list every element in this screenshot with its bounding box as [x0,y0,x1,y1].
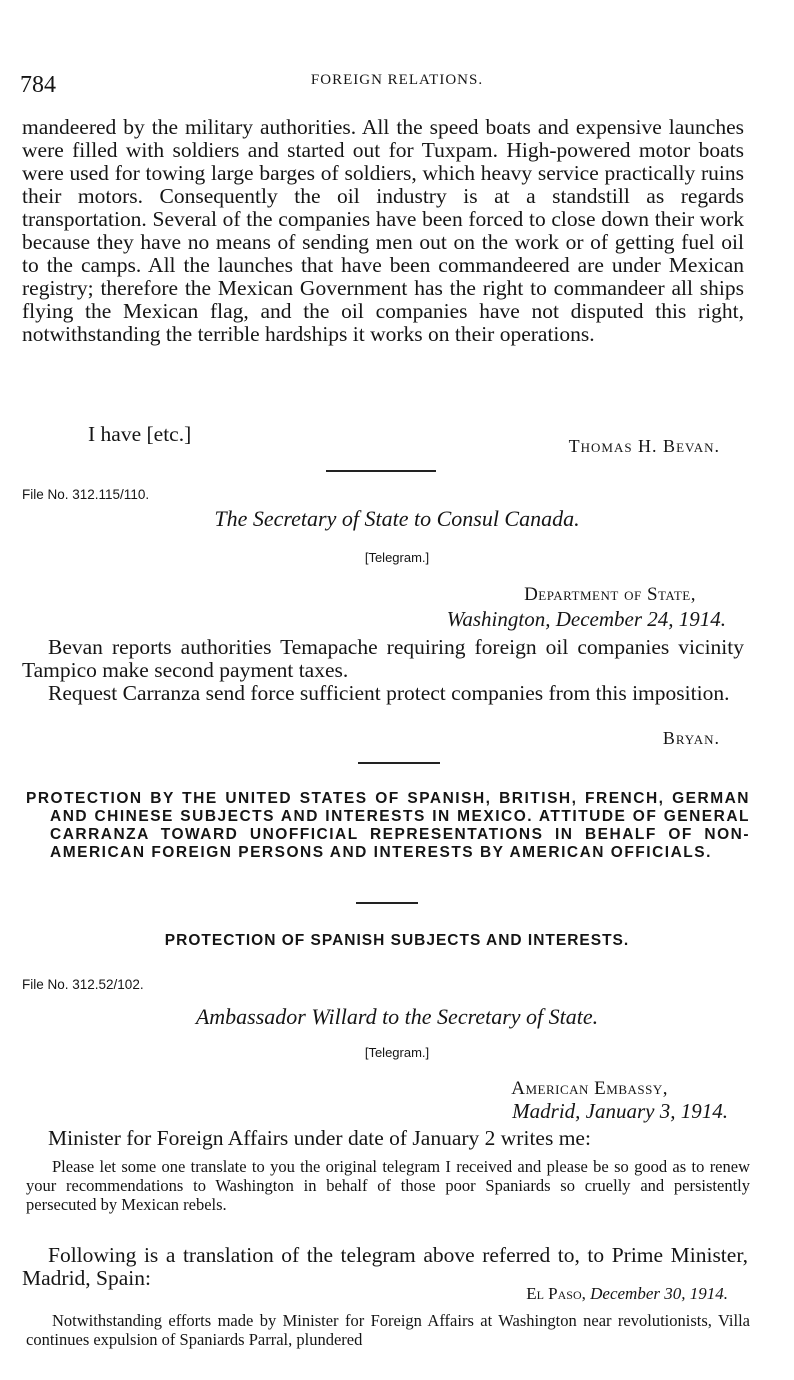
dateline-place: Department of State, [524,584,696,605]
letter-closing: I have [etc.] [88,422,192,446]
inner-dateline-place: El Paso, [526,1284,586,1303]
telegram-paragraph: Minister for Foreign Affairs under date of January 2 writes me: [48,1126,591,1150]
letter-paragraph: mandeered by the military authorities. All the speed boats and expensive launches were filled with soldiers and started out for Tuxpam. High-powered motor boats were used for towing large barges of soldiers, which heavy service practically ruins their motors. Consequently the oil industry is at a standstill as regards transportation. Several of the companies have been forced to close down their work because they have no means of sending men out on the work or of getting fuel oil to the camps. All the launches that have been commandeered are under Mexican registry; therefore the Mexican Government has the right to commandeer all ships flying the Mexican flag, and the oil companies have not disputed this right, notwithstanding the terrible hardships it works on their operations. [22,115,744,346]
dateline-place: American Embassy, [511,1078,668,1099]
dateline-date: Washington, December 24, 1914. [446,607,726,631]
dateline-date: Madrid, January 3, 1914. [512,1099,728,1123]
telegram-tag: [Telegram.] [364,1045,430,1060]
section-heading: PROTECTION BY THE UNITED STATES OF SPANISH, BRITISH, FRENCH, GERMAN AND CHINESE SUBJECTS AND INTERESTS IN MEXICO. ATTITUDE OF GENERAL CARRANZA TOWARD UNOFFICIAL REPRESENTATIONS IN BEHALF OF NON-AMERICAN FOREIGN PERSONS AND INTERESTS BY AMERICAN OFFICIALS. [26,790,750,861]
quoted-letter: Please let some one translate to you the original telegram I received and please be so good as to renew your recommendations to Washington in behalf of those poor Spaniards so cruelly and persistently persecuted by Mexican rebels. [26,1157,750,1214]
quoted-telegram: Notwithstanding efforts made by Minister for Foreign Affairs at Washington near revolutionists, Villa continues expulsion of Spaniards Parral, plundered [26,1311,750,1349]
telegram-tag: [Telegram.] [364,550,430,565]
divider-rule [326,470,436,472]
subsection-heading: PROTECTION OF SPANISH SUBJECTS AND INTERESTS. [164,932,630,949]
letter-signature: Thomas H. Bevan. [568,436,720,456]
page-number: 784 [20,72,56,98]
inner-dateline-date: December 30, 1914. [590,1284,728,1303]
telegram-paragraph: Following is a translation of the telegram above referred to, to Prime Minister, Madrid, Spain: [22,1243,748,1290]
document-title: Ambassador Willard to the Secretary of State. [195,1004,599,1029]
inner-dateline [526,1284,728,1304]
running-head: FOREIGN RELATIONS. [310,72,484,88]
document-title: The Secretary of State to Consul Canada. [214,506,580,531]
file-number: File No. 312.115/110. [22,487,150,502]
telegram-paragraph: Bevan reports authorities Temapache requiring foreign oil companies vicinity Tampico make second payment taxes. [22,635,744,682]
file-number: File No. 312.52/102. [22,977,144,992]
telegram-paragraph: Request Carranza send force sufficient protect companies from this imposition. [48,681,730,705]
divider-rule [358,762,440,764]
telegram-signature: Bryan. [662,728,720,748]
divider-rule [356,902,418,904]
